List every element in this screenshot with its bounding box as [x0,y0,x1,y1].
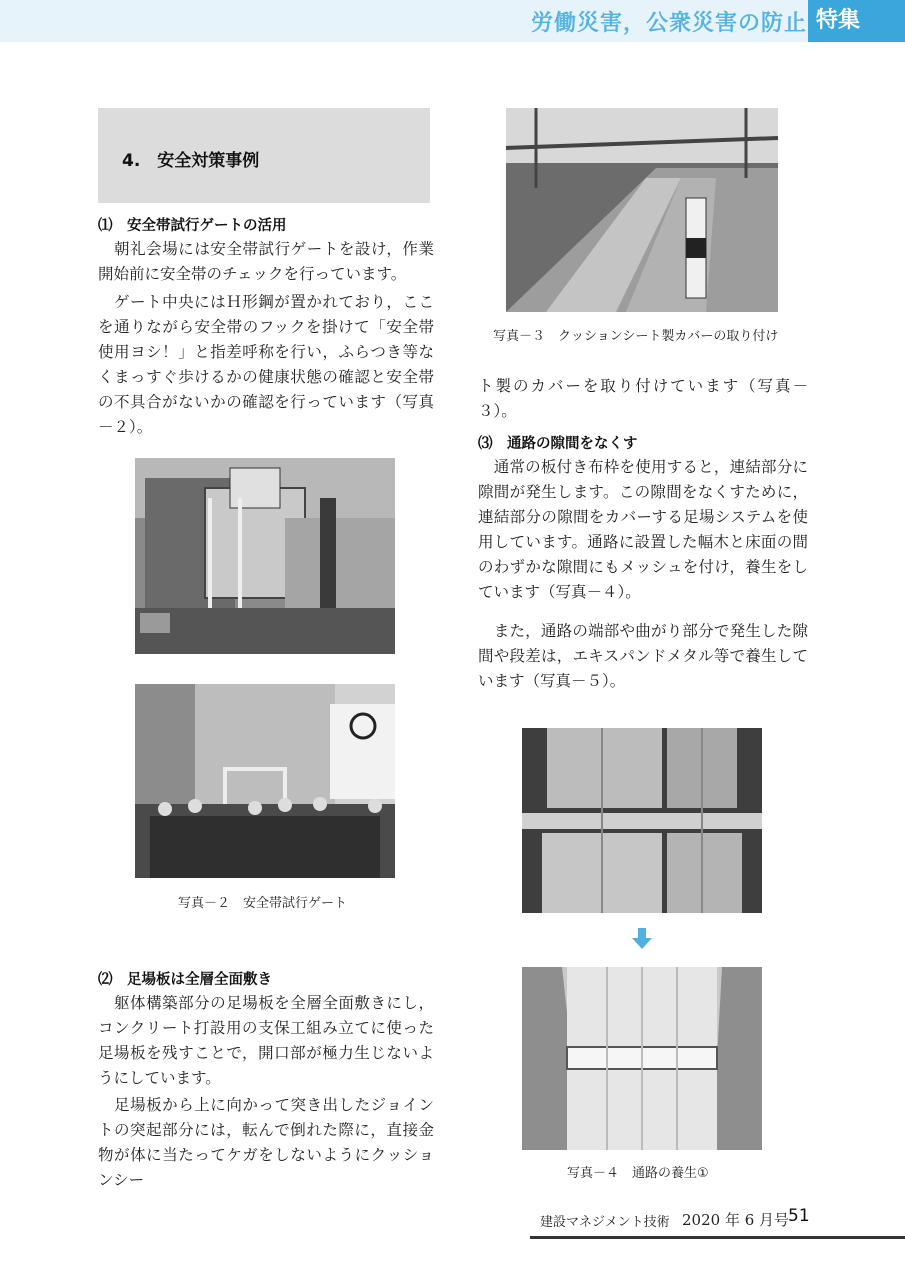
photo-4b [522,967,762,1150]
photo-2a [135,458,395,654]
paragraph-1: 朝礼会場には安全帯試行ゲートを設け，作業開始前に安全帯のチェックを行っています。 [98,240,434,283]
footer-rule [530,1236,905,1239]
paragraph-2: ゲート中央にはＨ形鋼が置かれており，ここを通りながら安全帯のフックを掛けて「安全帯使用ヨシ！」と指差呼称を行い，ふらつき等なくまっすぐ歩けるかの健康状態の確認と安全帯の不具合がないかの確認を行っています（写真－２）。 [98,293,434,436]
magazine-name: 建設マネジメント技術 [540,1215,670,1230]
section-title: 4. 安全対策事例 [122,151,260,171]
page-number: 51 [788,1206,810,1226]
subheading-2: ⑵ 足場板は全層全面敷き [98,972,272,988]
feature-tag: 特集 [808,0,905,42]
arrow-down-icon [631,928,653,950]
paragraph-4: 足場板から上に向かって突き出したジョイントの突起部分には，転んで倒れた際に，直接金物が体に当たってケガをしないようにクッションシー [98,1096,434,1189]
photo-2b [135,684,395,878]
section-heading-box [98,108,430,203]
feature-title: 労働災害，公衆災害の防止 [530,11,807,36]
paragraph-7: また，通路の端部や曲がり部分で発生した隙間や段差は，エキスパンドメタル等で養生しています（写真－５）。 [478,622,808,690]
photo-4-caption: 写真－４ 通路の養生① [567,1166,709,1181]
paragraph-5: ト製のカバーを取り付けています（写真－３）。 [478,377,808,420]
photo-4a [522,728,762,913]
paragraph-3: 躯体構築部分の足場板を全層全面敷きにし，コンクリート打設用の支保工組み立てに使った足場板を残すことで，開口部が極力生じないようにしています。 [98,994,434,1087]
issue-date: 2020 年 6 月号 [682,1211,790,1229]
subheading-3: ⑶ 通路の隙間をなくす [478,436,638,452]
photo-2-caption: 写真－２ 安全帯試行ゲート [178,896,348,911]
subheading-1: ⑴ 安全帯試行ゲートの活用 [98,218,287,234]
photo-3 [506,108,778,312]
photo-3-caption: 写真－３ クッションシート製カバーの取り付け [493,329,779,344]
paragraph-6: 通常の板付き布枠を使用すると，連結部分に隙間が発生します。この隙間をなくすために，連結部分の隙間をカバーする足場システムを使用しています。通路に設置した幅木と床面の間のわずかな隙間にもメッシュを付け，養生をしています（写真－４）。 [478,458,808,601]
